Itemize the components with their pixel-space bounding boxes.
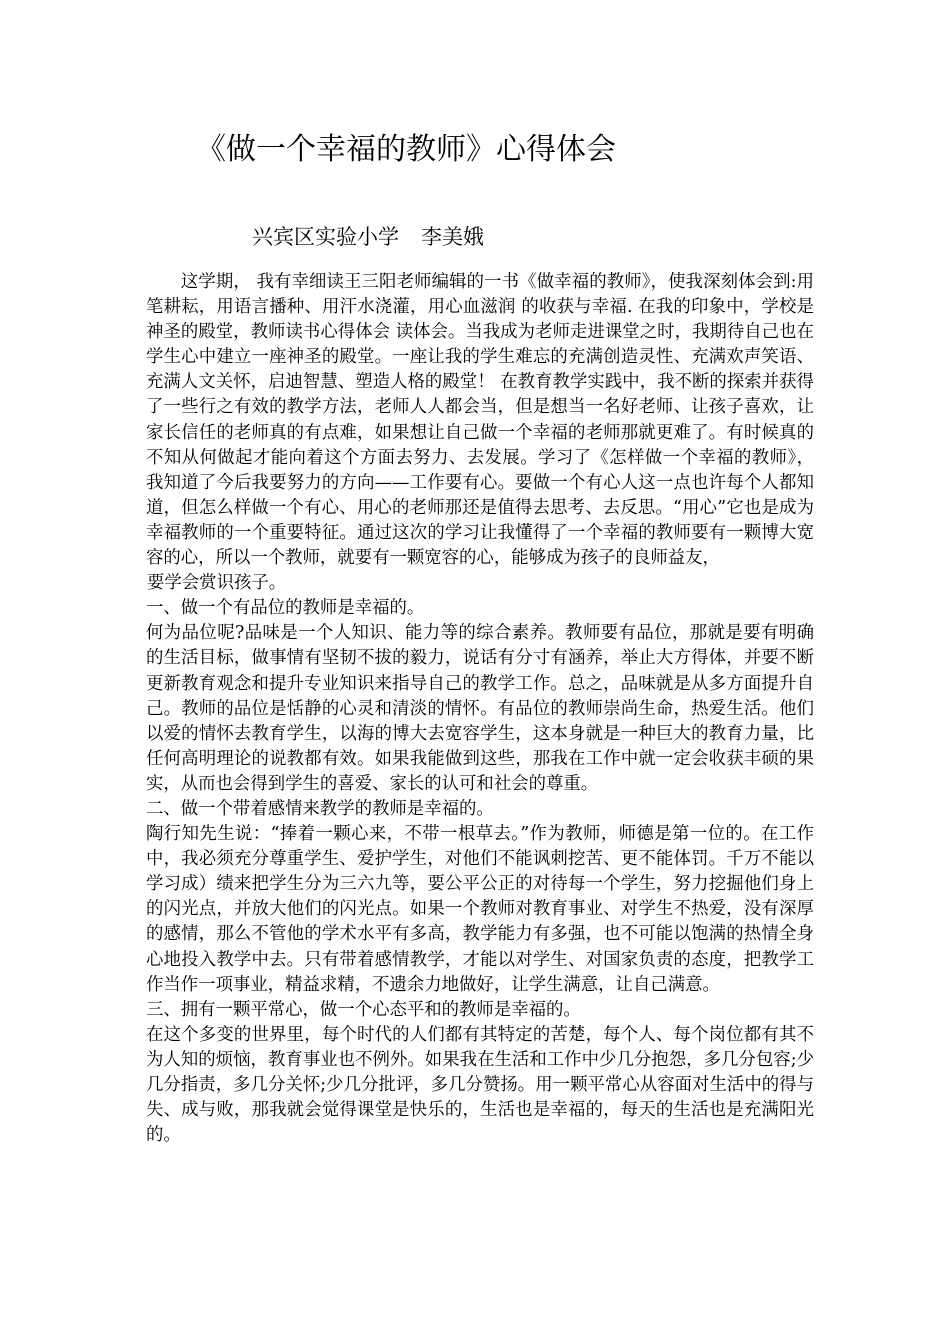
- intro-paragraph: 这学期， 我有幸细读王三阳老师编辑的一书《做幸福的教师》，使我深刻体会到:用笔耕耘，用语言播种、用汗水浇灌，用心血滋润 的收获与幸福. 在我的印象中，学校是神圣的殿堂，教师读书心得体会 读体会。当我成为老师走进课堂之时，我期待自己也在学生心中建立一座神圣的殿堂。一座让我的学生难忘的充满创造灵性、充满欢声笑语、充满人文关怀，启迪智慧、塑造人格的殿堂！ 在教育教学实践中，我不断的探索并获得了一些行之有效的教学方法，老师人人都会当，但是想当一名好老师、让孩子喜欢，让家长信任的老师真的有点难，如果想让自己做一个幸福的老师那就更难了。有时候真的不知从何做起才能向着这个方面去努力、去发展。学习了《怎样做一个幸福的教师》，我知道了今后我要努力的方向——工作要有心。要做一个有心人这一点也许每个人都知道，但怎么样做一个有心、用心的老师那还是值得去思考、去反思。“用心”它也是成为幸福教师的一个重要特征。通过这次的学习让我懂得了一个幸福的教师要有一颗博大宽容的心，所以一个教师，就要有一颗宽容的心，能够成为孩子的良师益友，: [146, 272, 814, 569]
- document-title: 《做一个幸福的教师》心得体会: [196, 132, 616, 167]
- section-3-text: 在这个多变的世界里，每个时代的人们都有其特定的苦楚，每个人、每个岗位都有其不为人知的烦恼，教育事业也不例外。如果我在生活和工作中少几分抱怨，多几分包容;少几分指责，多几分关怀;少几分批评，多几分赞扬。用一颗平常心从容面对生活中的得与失、成与败，那我就会觉得课堂是快乐的，生活也是幸福的，每天的生活也是充满阳光的。: [146, 1024, 814, 1146]
- section-1-heading: 一、做一个有品位的教师是幸福的。: [146, 598, 425, 619]
- intro-paragraph-end: 要学会赏识孩子。: [147, 573, 287, 594]
- author-name: 李美娥: [421, 225, 484, 249]
- section-1-text: 何为品位呢?品味是一个人知识、能力等的综合素养。教师要有品位，那就是要有明确的生活目标，做事情有坚韧不拔的毅力，说话有分寸有涵养，举止大方得体，并要不断更新教育观念和提升专业知识来指导自己的教学工作。总之，品味就是从多方面提升自己。教师的品位是恬静的心灵和清淡的情怀。有品位的教师崇尚生命，热爱生活。他们以爱的情怀去教育学生，以海的博大去宽容学生，这本身就是一种巨大的教育力量，比任何高明理论的说教都有效。如果我能做到这些，那我在工作中就一定会收获丰硕的果实，从而也会得到学生的喜爱、家长的认可和社会的尊重。: [146, 623, 814, 794]
- section-2-heading: 二、做一个带着感情来教学的教师是幸福的。: [146, 798, 494, 819]
- author-line: [252, 222, 484, 252]
- section-3-heading: 三、拥有一颗平常心，做一个心态平和的教师是幸福的。: [146, 999, 581, 1020]
- section-2-text: 陶行知先生说：“捧着一颗心来，不带一根草去。”作为教师，师德是第一位的。在工作中，我必须充分尊重学生、爱护学生，对他们不能讽刺挖苦、更不能体罚。千万不能以学习成）绩来把学生分为三六九等，要公平公正的对待每一个学生，努力挖掘他们身上的闪光点，并放大他们的闪光点。如果一个教师对教育事业、对学生不热爱，没有深厚的感情，那么不管他的学术水平有多高，教学能力有多强，也不可能以饱满的热情全身心地投入教学中去。只有带着感情教学，才能以对学生、对国家负责的态度，把教学工作当作一项事业，精益求精，不遗余力地做好，让学生满意，让自己满意。: [146, 824, 814, 995]
- document-body: [146, 270, 814, 1148]
- author-school: 兴宾区实验小学: [252, 225, 399, 249]
